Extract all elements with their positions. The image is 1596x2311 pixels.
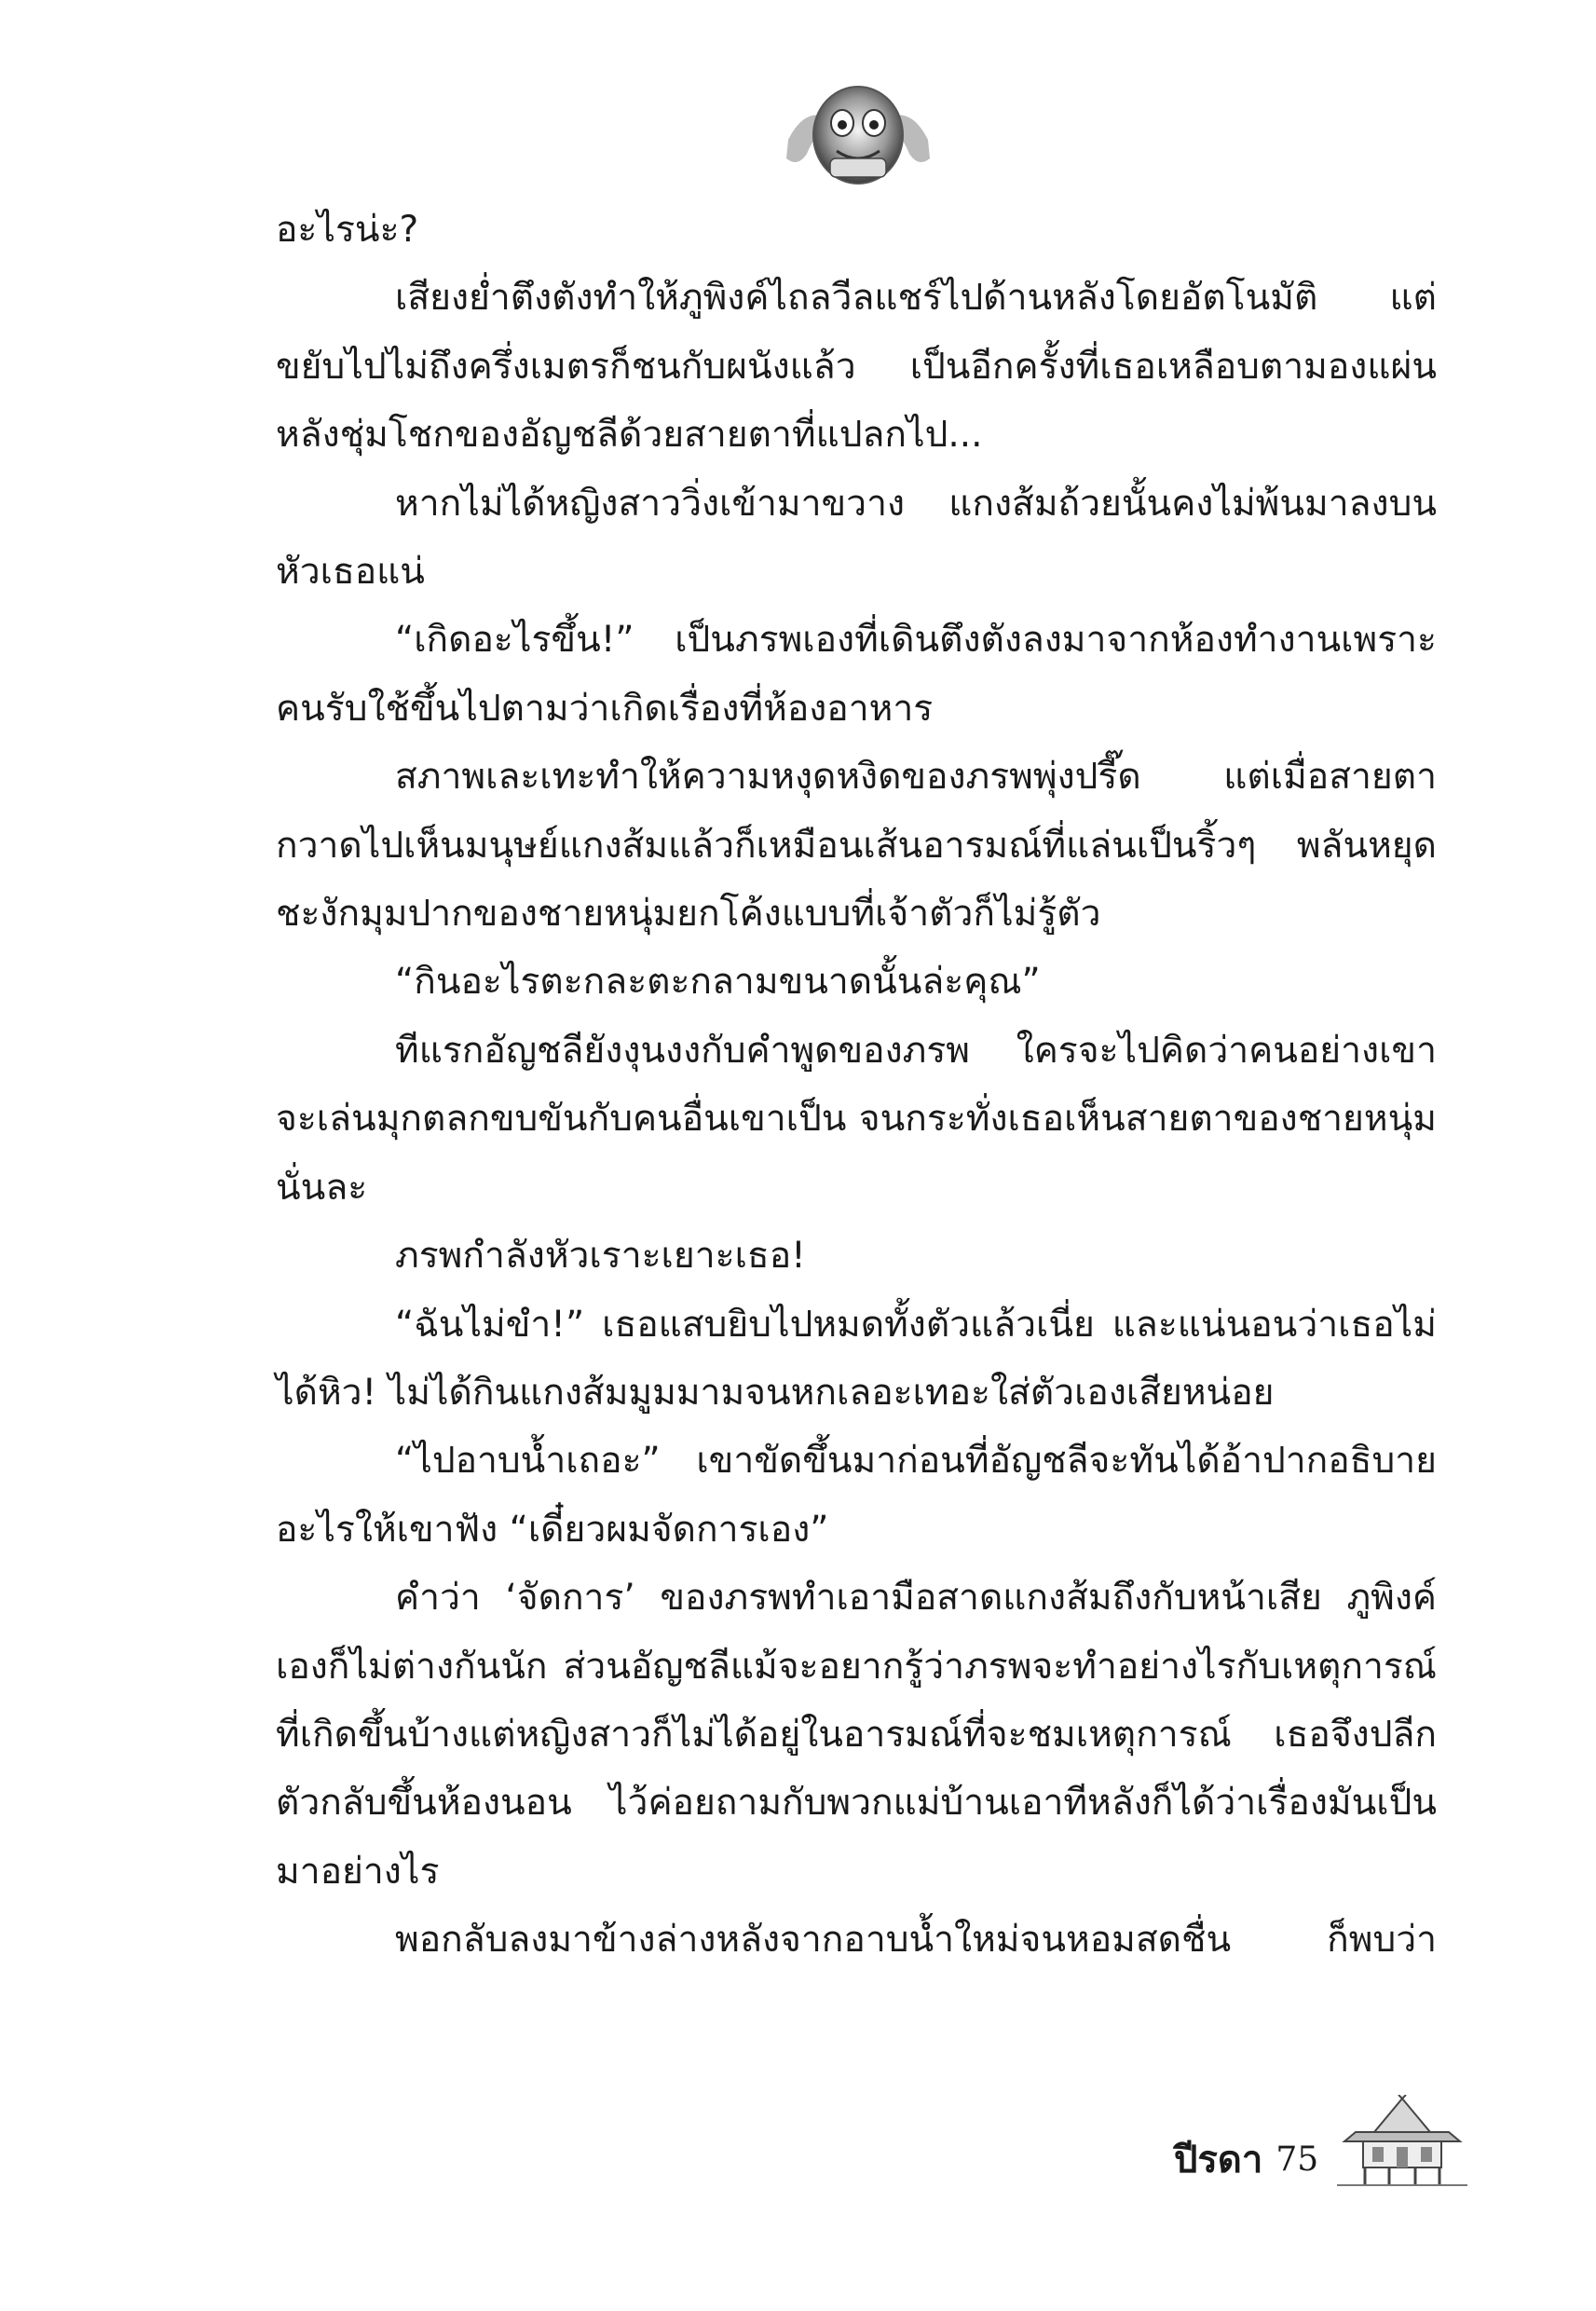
- paragraph: คำว่า ‘จัดการ’ ของภรพทำเอามือสาดแกงส้มถึงกับหน้าเสีย ภูพิงค์เองก็ไม่ต่างกันนัก ส่วนอัญชลีแม้จะอยากรู้ว่าภรพจะทำอย่างไรกับเหตุการณ์ที่เกิดขึ้นบ้างแต่หญิงสาวก็ไม่ได้อยู่ในอารมณ์ที่จะชมเหตุการณ์ เธอจึงปลีกตัวกลับขึ้นห้องนอน ไว้ค่อยถามกับพวกแม่บ้านเอาทีหลังก็ได้ว่าเรื่องมันเป็นมาอย่างไร: [276, 1577, 1437, 1893]
- paragraph: สภาพเละเทะทำให้ความหงุดหงิดของภรพพุ่งปรี๊ด แต่เมื่อสายตากวาดไปเห็นมนุษย์แกงส้มแล้วก็เหมือนเส้นอารมณ์ที่แล่นเป็นริ้วๆ พลันหยุดชะงักมุมปากของชายหนุ่มยกโค้งแบบที่เจ้าตัวก็ไม่รู้ตัว: [276, 756, 1437, 936]
- paragraph: “ไปอาบน้ำเถอะ” เขาขัดขึ้นมาก่อนที่อัญชลีจะทันได้อ้าปากอธิบายอะไรให้เขาฟัง “เดี๋ยวผมจัดการเอง”: [276, 1440, 1437, 1551]
- thai-house-icon: [1337, 2095, 1467, 2188]
- paragraph: เสียงย่ำตึงตังทำให้ภูพิงค์ไถลวีลแชร์ไปด้านหลังโดยอัตโนมัติ แต่ขยับไปไม่ถึงครึ่งเมตรก็ชนกับผนังแล้ว เป็นอีกครั้งที่เธอเหลือบตามองแผ่นหลังชุ่มโชกของอัญชลีด้วยสายตาที่แปลกไป...: [276, 277, 1437, 457]
- paragraph: “ฉันไม่ขำ!” เธอแสบยิบไปหมดทั้งตัวแล้วเนี่ย และแน่นอนว่าเธอไม่ได้หิว! ไม่ได้กินแกงส้มมูมมามจนหกเลอะเทอะใส่ตัวเองเสียหน่อย: [276, 1303, 1437, 1414]
- masks-emblem-icon: [779, 65, 937, 205]
- page-footer: [1174, 2113, 1467, 2188]
- paragraph: “เกิดอะไรขึ้น!” เป็นภรพเองที่เดินตึงตังลงมาจากห้องทำงานเพราะคนรับใช้ขึ้นไปตามว่าเกิดเรื่องที่ห้องอาหาร: [276, 619, 1437, 730]
- page-number: 75: [1275, 2140, 1319, 2179]
- paragraph: ภรพกำลังหัวเราะเยาะเธอ!: [395, 1235, 806, 1278]
- paragraph: “กินอะไรตะกละตะกลามขนาดนั้นล่ะคุณ”: [395, 961, 1041, 1004]
- paragraph: พอกลับลงมาข้างล่างหลังจากอาบน้ำใหม่จนหอมสดชื่น ก็พบว่า: [395, 1919, 1437, 1962]
- paragraph: ทีแรกอัญชลียังงุนงงกับคำพูดของภรพ ใครจะไปคิดว่าคนอย่างเขาจะเล่นมุกตลกขบขันกับคนอื่นเขาเป็น จนกระทั่งเธอเห็นสายตาของชายหนุ่มนั่นละ: [276, 1029, 1437, 1209]
- book-title: ปีรดา: [1174, 2138, 1263, 2181]
- body-text: [276, 196, 1437, 1975]
- paragraph: หากไม่ได้หญิงสาววิ่งเข้ามาขวาง แกงส้มถ้วยนั้นคงไม่พ้นมาลงบนหัวเธอแน่: [276, 482, 1437, 594]
- paragraph: อะไรน่ะ?: [276, 209, 419, 251]
